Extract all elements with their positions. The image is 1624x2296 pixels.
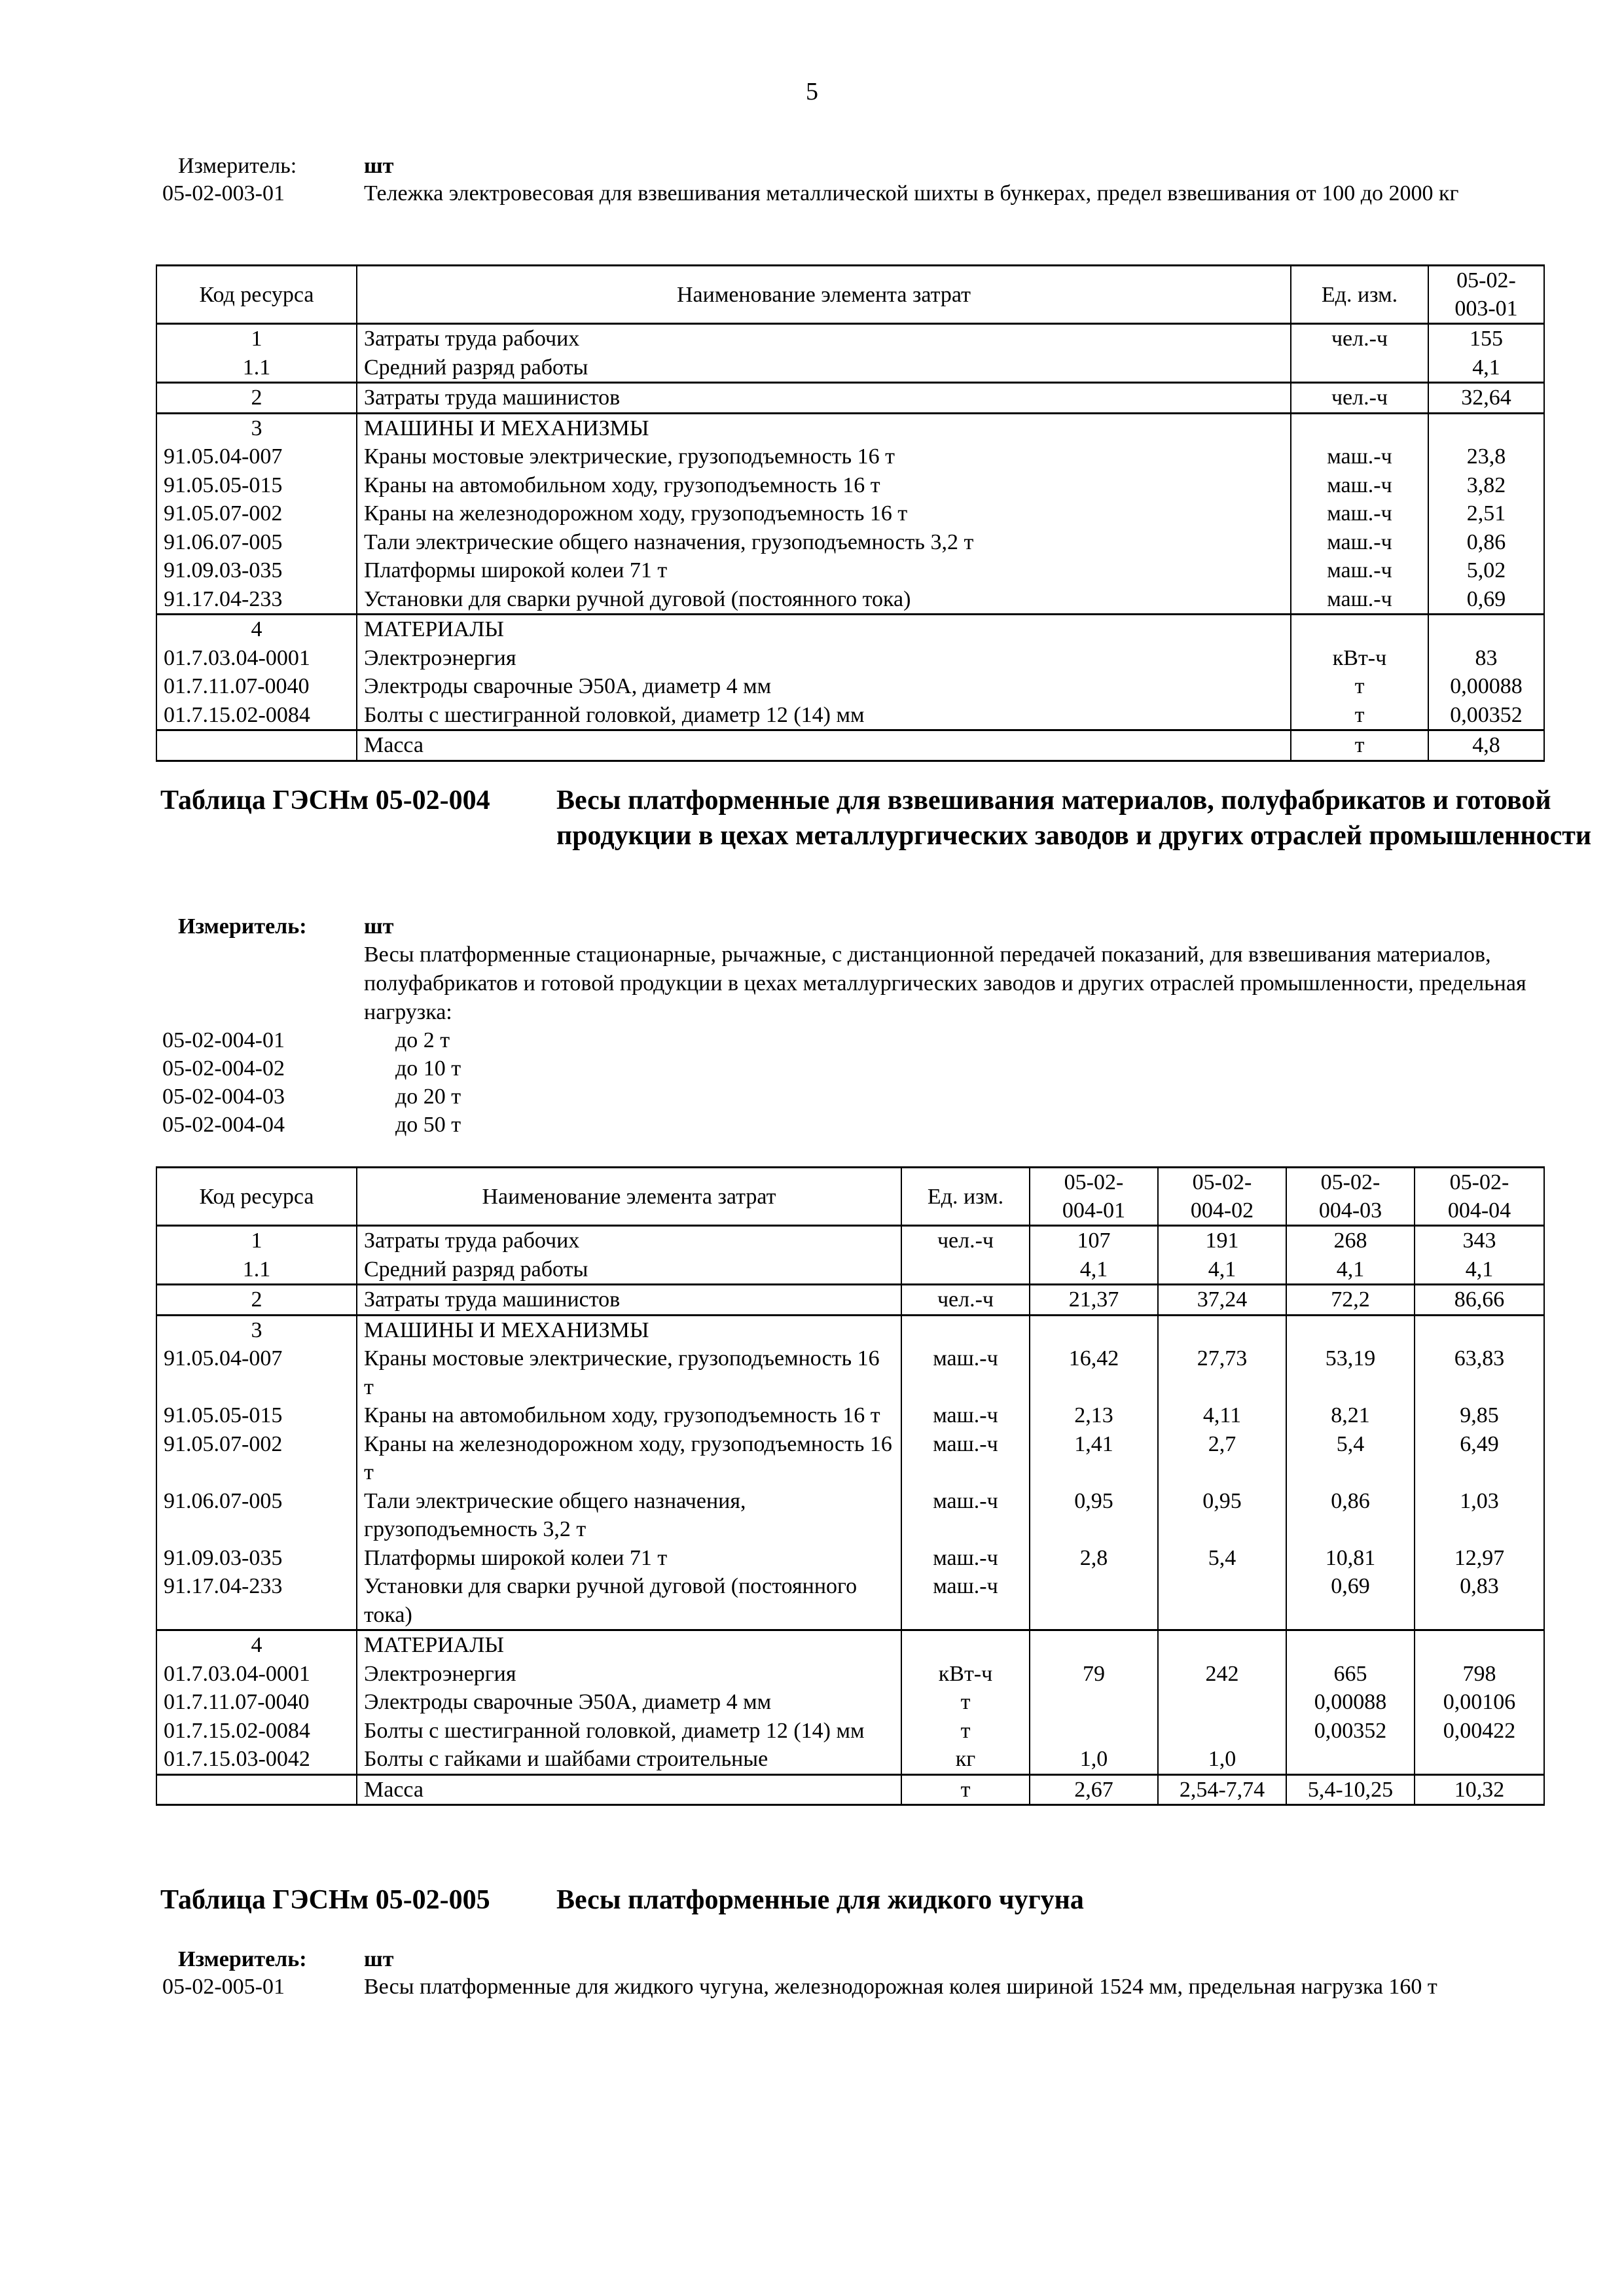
cost-element-name: Установки для сварки ручной дуговой (постоянного тока) [357,585,1291,615]
norm-value [1428,413,1544,442]
resource-code: 01.7.03.04-0001 [156,644,357,673]
variant-item [162,1026,948,1054]
table-row [156,1745,1544,1774]
norm-value: 665 [1286,1660,1415,1689]
table-row [156,1572,1544,1630]
resource-code: 91.06.07-005 [156,1487,357,1544]
measure-label-2: Измеритель: [178,914,307,939]
resource-code: 3 [156,1315,357,1344]
table-label-2: Таблица ГЭСНм 05-02-004 [160,785,490,816]
norm-value: 32,64 [1428,383,1544,414]
resource-code: 2 [156,383,357,414]
cost-element-name: МАШИНЫ И МЕХАНИЗМЫ [357,1315,901,1344]
unit: чел.-ч [901,1285,1030,1316]
unit: маш.-ч [901,1544,1030,1573]
norm-value: 0,69 [1286,1572,1415,1630]
column-header: 05-02- 004-03 [1286,1168,1415,1226]
resource-code: 4 [156,1630,357,1660]
unit [901,1315,1030,1344]
measure-unit-1: шт [364,154,394,178]
norm-value [1286,1630,1415,1660]
table-row [156,353,1544,383]
table-row [156,471,1544,500]
norm-value: 79 [1030,1660,1158,1689]
cost-element-name: Электроды сварочные Э50А, диаметр 4 мм [357,1688,901,1717]
norm-value: 9,85 [1415,1401,1544,1430]
cost-element-name: Средний разряд работы [357,353,1291,383]
column-header: Наименование элемента затрат [357,1168,901,1226]
norm-value: 0,00422 [1415,1717,1544,1746]
norm-value [1158,1572,1286,1630]
norm-value: 10,81 [1286,1544,1415,1573]
table-row [156,585,1544,615]
norm-value: 0,95 [1158,1487,1286,1544]
cost-element-name: Краны мостовые электрические, грузоподъемность 16 т [357,442,1291,471]
norm-value [1158,1630,1286,1660]
table-row [156,1401,1544,1430]
measure-label-3: Измеритель: [178,1947,307,1971]
column-header: 05-02- 004-01 [1030,1168,1158,1226]
norm-value: 268 [1286,1226,1415,1255]
norm-value: 4,1 [1428,353,1544,383]
norm-value: 4,8 [1428,730,1544,761]
table-row [156,1544,1544,1573]
table-row [156,556,1544,585]
table-row [156,383,1544,414]
norm-value: 4,1 [1158,1255,1286,1285]
unit [1291,413,1428,442]
work-code-1: 05-02-003-01 [162,181,285,206]
norm-value [1286,1315,1415,1344]
cost-element-name: Затраты труда рабочих [357,324,1291,353]
norm-value: 0,00088 [1428,672,1544,701]
table-row [156,324,1544,353]
unit [901,1630,1030,1660]
unit: т [1291,730,1428,761]
resource-code: 91.17.04-233 [156,1572,357,1630]
cost-element-name: Краны на железнодорожном ходу, грузоподъемность 16 т [357,499,1291,528]
norm-value: 0,00088 [1286,1688,1415,1717]
table-row [156,442,1544,471]
page-number: 5 [806,78,818,105]
resource-code: 01.7.11.07-0040 [156,672,357,701]
variant-load: до 10 т [395,1056,461,1081]
cost-element-name: Затраты труда рабочих [357,1226,901,1255]
work-description-2: Весы платформенные стационарные, рычажные, с дистанционной передачей показаний, для взвешивания материалов, полуфабрикатов и готовой продукции в цехах металлургических заводов и других отраслей промышленности, предельная нагрузка: [364,942,1526,1024]
norm-value: 2,13 [1030,1401,1158,1430]
resource-code: 1 [156,324,357,353]
cost-element-name: Краны на железнодорожном ходу, грузоподъемность 16 т [357,1430,901,1487]
norm-value: 6,49 [1415,1430,1544,1487]
column-header: Ед. изм. [901,1168,1030,1226]
variant-item [162,1111,948,1139]
work-description-3: Весы платформенные для жидкого чугуна, железнодорожная колея шириной 1524 мм, предельная нагрузка 160 т [364,1975,1437,1999]
cost-element-name: Электроды сварочные Э50А, диаметр 4 мм [357,672,1291,701]
unit: т [901,1688,1030,1717]
cost-element-name: Тали электрические общего назначения, грузоподъемность 3,2 т [357,1487,901,1544]
norm-value: 107 [1030,1226,1158,1255]
norm-value: 37,24 [1158,1285,1286,1316]
table-row [156,1255,1544,1285]
resource-code: 01.7.15.02-0084 [156,701,357,730]
norm-value [1415,1315,1544,1344]
norm-value: 1,0 [1158,1745,1286,1774]
cost-element-name: Краны на автомобильном ходу, грузоподъемность 16 т [357,471,1291,500]
norm-value [1158,1717,1286,1746]
norm-value: 63,83 [1415,1344,1544,1401]
norm-value [1030,1688,1158,1717]
table-row [156,1315,1544,1344]
norm-value: 155 [1428,324,1544,353]
table-row [156,644,1544,673]
norm-value: 2,54-7,74 [1158,1774,1286,1805]
norm-value: 5,4 [1158,1544,1286,1573]
norm-value: 16,42 [1030,1344,1158,1401]
variant-item [162,1054,948,1083]
table-header-row [156,1168,1544,1226]
norm-value: 5,4 [1286,1430,1415,1487]
cost-element-name: Болты с шестигранной головкой, диаметр 12 (14) мм [357,701,1291,730]
resource-code: 91.05.05-015 [156,1401,357,1430]
norm-value: 0,00352 [1428,701,1544,730]
unit: маш.-ч [901,1487,1030,1544]
norm-value: 191 [1158,1226,1286,1255]
norm-value [1158,1688,1286,1717]
work-code-3: 05-02-005-01 [162,1975,285,1999]
table-row [156,1660,1544,1689]
table-row [156,1688,1544,1717]
unit: чел.-ч [1291,383,1428,414]
norm-value: 27,73 [1158,1344,1286,1401]
norm-value: 5,4-10,25 [1286,1774,1415,1805]
norm-value: 1,03 [1415,1487,1544,1544]
unit: т [1291,701,1428,730]
norm-value: 1,41 [1030,1430,1158,1487]
resource-code: 91.17.04-233 [156,585,357,615]
table-row [156,528,1544,557]
column-header: 05-02- 004-04 [1415,1168,1544,1226]
unit: т [901,1774,1030,1805]
resource-code: 4 [156,615,357,644]
resource-code: 91.05.07-002 [156,1430,357,1487]
cost-element-name: МАТЕРИАЛЫ [357,1630,901,1660]
norm-value [1415,1630,1544,1660]
norm-value: 83 [1428,644,1544,673]
norm-value: 2,67 [1030,1774,1158,1805]
cost-element-name: Средний разряд работы [357,1255,901,1285]
norm-value [1415,1745,1544,1774]
resource-code: 2 [156,1285,357,1316]
resource-table-1 [156,264,1545,762]
table-row [156,1487,1544,1544]
norm-value: 242 [1158,1660,1286,1689]
cost-element-name: Масса [357,1774,901,1805]
unit: кВт-ч [1291,644,1428,673]
norm-value [1286,1745,1415,1774]
norm-value: 343 [1415,1226,1544,1255]
cost-element-name: Тали электрические общего назначения, грузоподъемность 3,2 т [357,528,1291,557]
column-header: Ед. изм. [1291,266,1428,324]
resource-code: 1.1 [156,1255,357,1285]
norm-value [1030,1630,1158,1660]
norm-value: 21,37 [1030,1285,1158,1316]
resource-code: 1.1 [156,353,357,383]
cost-element-name: МАШИНЫ И МЕХАНИЗМЫ [357,413,1291,442]
table-row [156,1630,1544,1660]
table-title-2: Весы платформенные для взвешивания материалов, полуфабрикатов и готовой продукции в цехах металлургических заводов и других отраслей промышленности [556,785,1592,851]
variant-code: 05-02-004-02 [162,1056,285,1081]
variant-load: до 20 т [395,1085,461,1109]
unit: кг [901,1745,1030,1774]
table-row [156,672,1544,701]
unit [901,1255,1030,1285]
cost-element-name: Электроэнергия [357,1660,901,1689]
cost-element-name: Болты с шестигранной головкой, диаметр 12 (14) мм [357,1717,901,1746]
variant-code: 05-02-004-04 [162,1113,285,1137]
table-row [156,1226,1544,1255]
variant-load: до 50 т [395,1113,461,1137]
cost-element-name: Затраты труда машинистов [357,383,1291,414]
norm-value: 53,19 [1286,1344,1415,1401]
unit [1291,353,1428,383]
unit: маш.-ч [1291,585,1428,615]
cost-element-name: Затраты труда машинистов [357,1285,901,1316]
unit: маш.-ч [901,1344,1030,1401]
norm-value: 0,00352 [1286,1717,1415,1746]
resource-code: 91.05.04-007 [156,1344,357,1401]
measure-unit-2: шт [364,914,394,939]
table-row [156,1285,1544,1316]
unit: кВт-ч [901,1660,1030,1689]
norm-value: 2,51 [1428,499,1544,528]
variant-code: 05-02-004-01 [162,1028,285,1052]
resource-code: 01.7.03.04-0001 [156,1660,357,1689]
norm-value: 4,11 [1158,1401,1286,1430]
unit: т [901,1717,1030,1746]
table-header-row [156,266,1544,324]
cost-element-name: Краны на автомобильном ходу, грузоподъемность 16 т [357,1401,901,1430]
resource-code: 01.7.15.03-0042 [156,1745,357,1774]
norm-value: 0,83 [1415,1572,1544,1630]
table-row [156,615,1544,644]
variant-code: 05-02-004-03 [162,1085,285,1109]
norm-value: 8,21 [1286,1401,1415,1430]
resource-table-2 [156,1166,1545,1806]
resource-code: 91.05.04-007 [156,442,357,471]
resource-code: 01.7.15.02-0084 [156,1717,357,1746]
variant-list [162,1026,948,1139]
norm-value: 10,32 [1415,1774,1544,1805]
cost-element-name: Электроэнергия [357,644,1291,673]
unit: маш.-ч [901,1430,1030,1487]
table-row [156,1430,1544,1487]
unit: маш.-ч [901,1401,1030,1430]
norm-value: 23,8 [1428,442,1544,471]
unit: маш.-ч [1291,442,1428,471]
resource-code: 3 [156,413,357,442]
column-header: 05-02- 004-02 [1158,1168,1286,1226]
resource-code [156,730,357,761]
table-row [156,413,1544,442]
norm-value: 0,95 [1030,1487,1158,1544]
cost-element-name: Краны мостовые электрические, грузоподъемность 16 т [357,1344,901,1401]
cost-element-name: Масса [357,730,1291,761]
resource-code: 91.05.05-015 [156,471,357,500]
cost-element-name: Болты с гайками и шайбами строительные [357,1745,901,1774]
norm-value [1030,1717,1158,1746]
resource-code: 91.06.07-005 [156,528,357,557]
norm-value: 4,1 [1030,1255,1158,1285]
table-label-3: Таблица ГЭСНм 05-02-005 [160,1885,490,1915]
variant-item [162,1083,948,1111]
unit: чел.-ч [901,1226,1030,1255]
norm-value: 12,97 [1415,1544,1544,1573]
unit: чел.-ч [1291,324,1428,353]
norm-value: 4,1 [1286,1255,1415,1285]
unit: т [1291,672,1428,701]
norm-value [1158,1315,1286,1344]
resource-code [156,1774,357,1805]
norm-value: 86,66 [1415,1285,1544,1316]
column-header: Наименование элемента затрат [357,266,1291,324]
cost-element-name: Платформы широкой колеи 71 т [357,1544,901,1573]
column-header: Код ресурса [156,1168,357,1226]
resource-code: 91.05.07-002 [156,499,357,528]
unit: маш.-ч [901,1572,1030,1630]
norm-value: 72,2 [1286,1285,1415,1316]
norm-value: 0,86 [1428,528,1544,557]
resource-code: 91.09.03-035 [156,1544,357,1573]
table-row [156,701,1544,730]
norm-value [1030,1572,1158,1630]
table-row [156,1717,1544,1746]
norm-value: 2,7 [1158,1430,1286,1487]
cost-element-name: Платформы широкой колеи 71 т [357,556,1291,585]
column-header: 05-02- 003-01 [1428,266,1544,324]
norm-value: 5,02 [1428,556,1544,585]
variant-load: до 2 т [395,1028,450,1052]
norm-value: 798 [1415,1660,1544,1689]
resource-code: 01.7.11.07-0040 [156,1688,357,1717]
unit: маш.-ч [1291,528,1428,557]
norm-value: 1,0 [1030,1745,1158,1774]
table-row [156,1774,1544,1805]
norm-value: 0,69 [1428,585,1544,615]
table-row [156,1344,1544,1401]
measure-unit-3: шт [364,1947,394,1971]
unit: маш.-ч [1291,471,1428,500]
table-row [156,499,1544,528]
norm-value: 0,00106 [1415,1688,1544,1717]
norm-value [1030,1315,1158,1344]
work-description-1: Тележка электровесовая для взвешивания металлической шихты в бункерах, предел взвешивания от 100 до 2000 кг [364,181,1459,206]
unit [1291,615,1428,644]
norm-value: 2,8 [1030,1544,1158,1573]
resource-code: 91.09.03-035 [156,556,357,585]
cost-element-name: Установки для сварки ручной дуговой (постоянного тока) [357,1572,901,1630]
unit: маш.-ч [1291,499,1428,528]
cost-element-name: МАТЕРИАЛЫ [357,615,1291,644]
norm-value: 0,86 [1286,1487,1415,1544]
resource-code: 1 [156,1226,357,1255]
measure-label-1: Измеритель: [178,154,297,178]
norm-value: 3,82 [1428,471,1544,500]
norm-value: 4,1 [1415,1255,1544,1285]
norm-value [1428,615,1544,644]
column-header: Код ресурса [156,266,357,324]
table-row [156,730,1544,761]
table-title-3: Весы платформенные для жидкого чугуна [556,1885,1084,1915]
unit: маш.-ч [1291,556,1428,585]
